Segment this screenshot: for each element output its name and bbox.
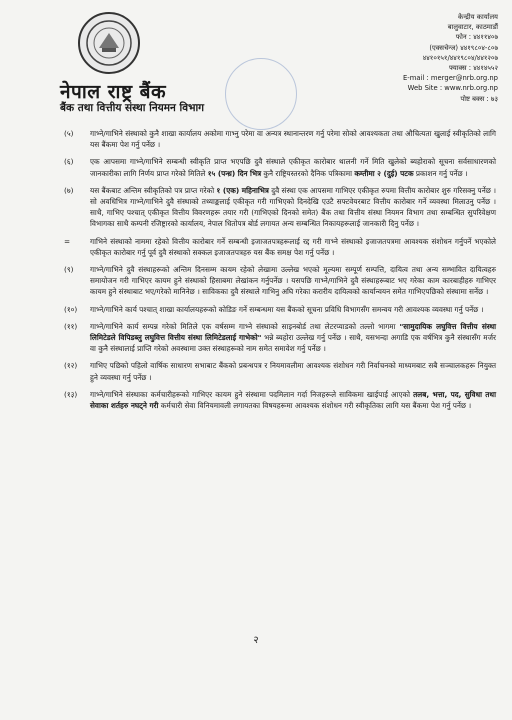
clause-item (56, 304, 496, 315)
clause-number: (११) (64, 321, 78, 331)
nrb-logo (78, 12, 140, 74)
clause-number: (९) (64, 265, 74, 275)
clause-text-run: कर्मचारी सेवा विनियमावली लगायतका विषयहरूमा आवश्यक संशोधन गरी स्वीकृतिका लागि यस बैंकमा पेश गर्नु पर्नेछ । (158, 401, 472, 411)
clause-item (56, 156, 496, 178)
clause-text-bold: "सामुदायिक लघुवित्त वित्तीय संस्था लिमिटेडले विपिडब्लु लघुवित्त वित्तीय संस्था लिमिटेडलाई गाभेको" (90, 321, 496, 343)
clause-number: (७) (64, 185, 74, 195)
page-number: २ (253, 635, 259, 646)
clause-item (56, 264, 496, 298)
clause-text-run: गाभ्ने/गाभिने संस्थाका कर्मचारीहरूको गाभिएर कायम हुने संस्थामा पदमिलान गर्दा निजहरूले साविकमा खाईपाई आएको (90, 389, 414, 399)
clause-text-run: गाभिने संस्थाको नाममा रहेको वित्तीय कारोबार गर्ने सम्बन्धी इजाजतपत्रहरूलाई रद्द गरी गाभ्ने संस्थाको इजाजतपत्रमा आवश्यक संशोधन गर्नुपर्ने भएकोले एकीकृत कारोबार गर्नु पूर्व दुवै संस्थाको सक्कल इजाजतपत्रहरु यस बैंक समक्ष पेश गर्नु पर्नेछ । (90, 236, 496, 257)
contact-line: पोष्ट बक्स : ७३ (460, 94, 498, 103)
clause-text-bold: १५ (पन्ध्र) दिन भित्र (207, 168, 262, 178)
clause-text (90, 304, 496, 315)
contact-line: Web Site : www.nrb.org.np (407, 84, 498, 93)
clause-text-run: गाभ्ने/गाभिने संस्थाको कुनै शाखा कार्यालय अकोमा गाभ्नु परेमा वा अन्यत्र स्थानान्तरण गर्नु परेमा सोको आवश्यकता तथा औचित्यता खुलाई स्वीकृतिको लागि यस बैंकमा पेश गर्नु पर्नेछ । (90, 129, 496, 150)
clause-text-run: गाभ्ने/गाभिने कार्य सम्पन्न गरेको मितिले एक वर्षसम्म गाभ्ने संस्थाको साइनबोर्ड तथा लेटरप्याडको तल्लो भागमा (90, 321, 400, 331)
contact-block (348, 12, 498, 104)
clause-item (56, 236, 496, 258)
clause-text (90, 360, 496, 382)
contact-line: फ्याक्स : ४४१४५५२ (449, 64, 498, 73)
clause-item (56, 389, 496, 411)
clause-number: (१२) (64, 361, 78, 371)
bank-name: नेपाल राष्ट्र बैंक (60, 81, 167, 103)
clause-text-bold: कम्तीमा २ (दुई) पटक (354, 168, 414, 178)
clause-text (90, 185, 496, 230)
contact-line: (एक्सचेन्ज) ४४१९८०४-८०७ (429, 43, 498, 52)
contact-line: केन्द्रीय कार्यालय (457, 13, 498, 21)
clause-text-run: प्रकाशन गर्नु पर्नेछ । (413, 168, 468, 178)
clause-list (56, 128, 496, 417)
clause-text-run: भन्ने ब्यहोरा उल्लेख गर्नु पर्नेछ । साथै, यसभन्दा अगाडि एक वर्षभित्र कुनै संस्थासँग मर्जर वा कुनै संस्थालाई प्राप्ति गरेको अवस्थामा उक्त संस्थाहरूको नाम समेत समावेश गर्नु पर्नेछ । (90, 333, 496, 354)
department-name: बैंक तथा वित्तीय संस्था नियमन विभाग (60, 102, 205, 114)
clause-item (56, 321, 496, 355)
clause-text-bold: १ (एक) महिनाभित्र (216, 185, 269, 195)
clause-text-run: यस बैंकबाट अन्तिम स्वीकृतिको पत्र प्राप्त गरेको (90, 185, 217, 195)
clause-text-run: दुवै संस्था एक आपसमा गाभिएर एकीकृत रुपमा वित्तीय कारोबार शुरु गरिसक्नु पर्नेछ । सो अवधिभित्र गाभ्ने/गाभिने दुवै संस्थाको तथ्याङ्कलाई एकीकृत गरी गाभिएको दिनदेखि एउटै सफ्टवेयरबाट वित्तीय कारोबार गर्ने व्यवस्था मिलाउनु पर्नेछ । साथै, गाभिए पश्चात् एकीकृत वित्तीय विवरणहरू तयार गरी (गाभिएको दिनको समेत) बैंक तथा वित्तीय संस्था नियमन विभाग तथा सम्बन्धित सुपरिवेक्षण विभागका साथै कम्पनी रजिष्ट्रारको कार्यालय, नेपाल धितोपत्र बोर्ड लगायत अन्य सम्बन्धित निकायहरूलाई जानकारी दिनु पर्नेछ । (90, 185, 496, 229)
clause-text (90, 156, 496, 178)
clause-item (56, 128, 496, 150)
office-stamp (225, 58, 297, 130)
clause-item (56, 185, 496, 230)
contact-line: फोन : ४४११४०७ (455, 33, 498, 42)
contact-line: E-mail : merger@nrb.org.np (403, 74, 498, 83)
clause-number: (१०) (64, 304, 78, 314)
emblem-icon (84, 18, 134, 68)
clause-text (90, 321, 496, 355)
clause-text-run: कुनै राष्ट्रियस्तरको दैनिक पत्रिकामा (261, 168, 355, 178)
contact-line: ४४१०१५१/४४१९८०४/४४१२०७ (422, 53, 498, 62)
clause-text-bold: तलब, भत्ता, पद, सुविधा तथा सेवाका शर्तहरु नघट्ने गरी (90, 389, 496, 411)
clause-text (90, 128, 496, 150)
clause-text (90, 389, 496, 411)
clause-text-run: गाभ्ने/गाभिने दुवै संस्थाहरूको अन्तिम दिनसम्म कायम रहेको लेखामा उल्लेख भएको मूल्यमा सम्पूर्ण सम्पत्ति, दायित्व तथा अन्य सम्भावित दायित्वहरु समायोजन गरी गाभिएर कायम हुने संस्थाको हिसाबमा लेखांकन गर्नुपर्नेछ । यसपछि गाभ्ने/गाभिने दुवै संस्थाहरूबाट भए गरेका काम कारबाहीहरु गाभिएर कायम हुने संस्थाबाट भए/गरेको मानिनेछ । साविकका दुवै संस्थाले गाभिनु अघि गरेका करारीय दायित्वको कार्यान्वयन समेत गाभिएपछिको संस्थामा सर्नेछ । (90, 265, 496, 297)
clause-text-run: गाभिए पछिको पहिलो वार्षिक साधारण सभाबाट बैंकको प्रबन्धपत्र र नियमावलीमा आवश्यक संशोधन गरी निर्वाचनको माध्यमबाट सबै सञ्चालकहरू नियुक्त हुने व्यवस्था गर्नु पर्नेछ । (90, 361, 496, 382)
clause-text-run: एक आपसमा गाभ्ने/गाभिने सम्बन्धी स्वीकृति प्राप्त भएपछि दुवै संस्थाले एकीकृत कारोबार थालनी गर्ने मिति खुलेको ब्यहोराको सूचना सर्वसाधारणको जानकारीका लागि निर्णय प्राप्त गरेको मितिले (90, 157, 496, 178)
clause-number: = (64, 236, 71, 246)
contact-line: बालुवाटार, काठमाडौं (447, 23, 498, 32)
clause-text (90, 236, 496, 258)
clause-text (90, 264, 496, 298)
clause-number: (६) (64, 157, 74, 167)
clause-text-run: गाभ्ने/गाभिने कार्य पश्चात् शाखा कार्यालयहरूको कोडिङ गर्ने सम्बन्धमा यस बैंकको सूचना प्रविधि विभागसँग समन्वय गरी आवश्यक व्यवस्था गर्नु पर्नेछ । (90, 304, 484, 314)
clause-number: (१३) (64, 389, 78, 399)
clause-number: (५) (64, 129, 74, 138)
clause-item (56, 360, 496, 382)
